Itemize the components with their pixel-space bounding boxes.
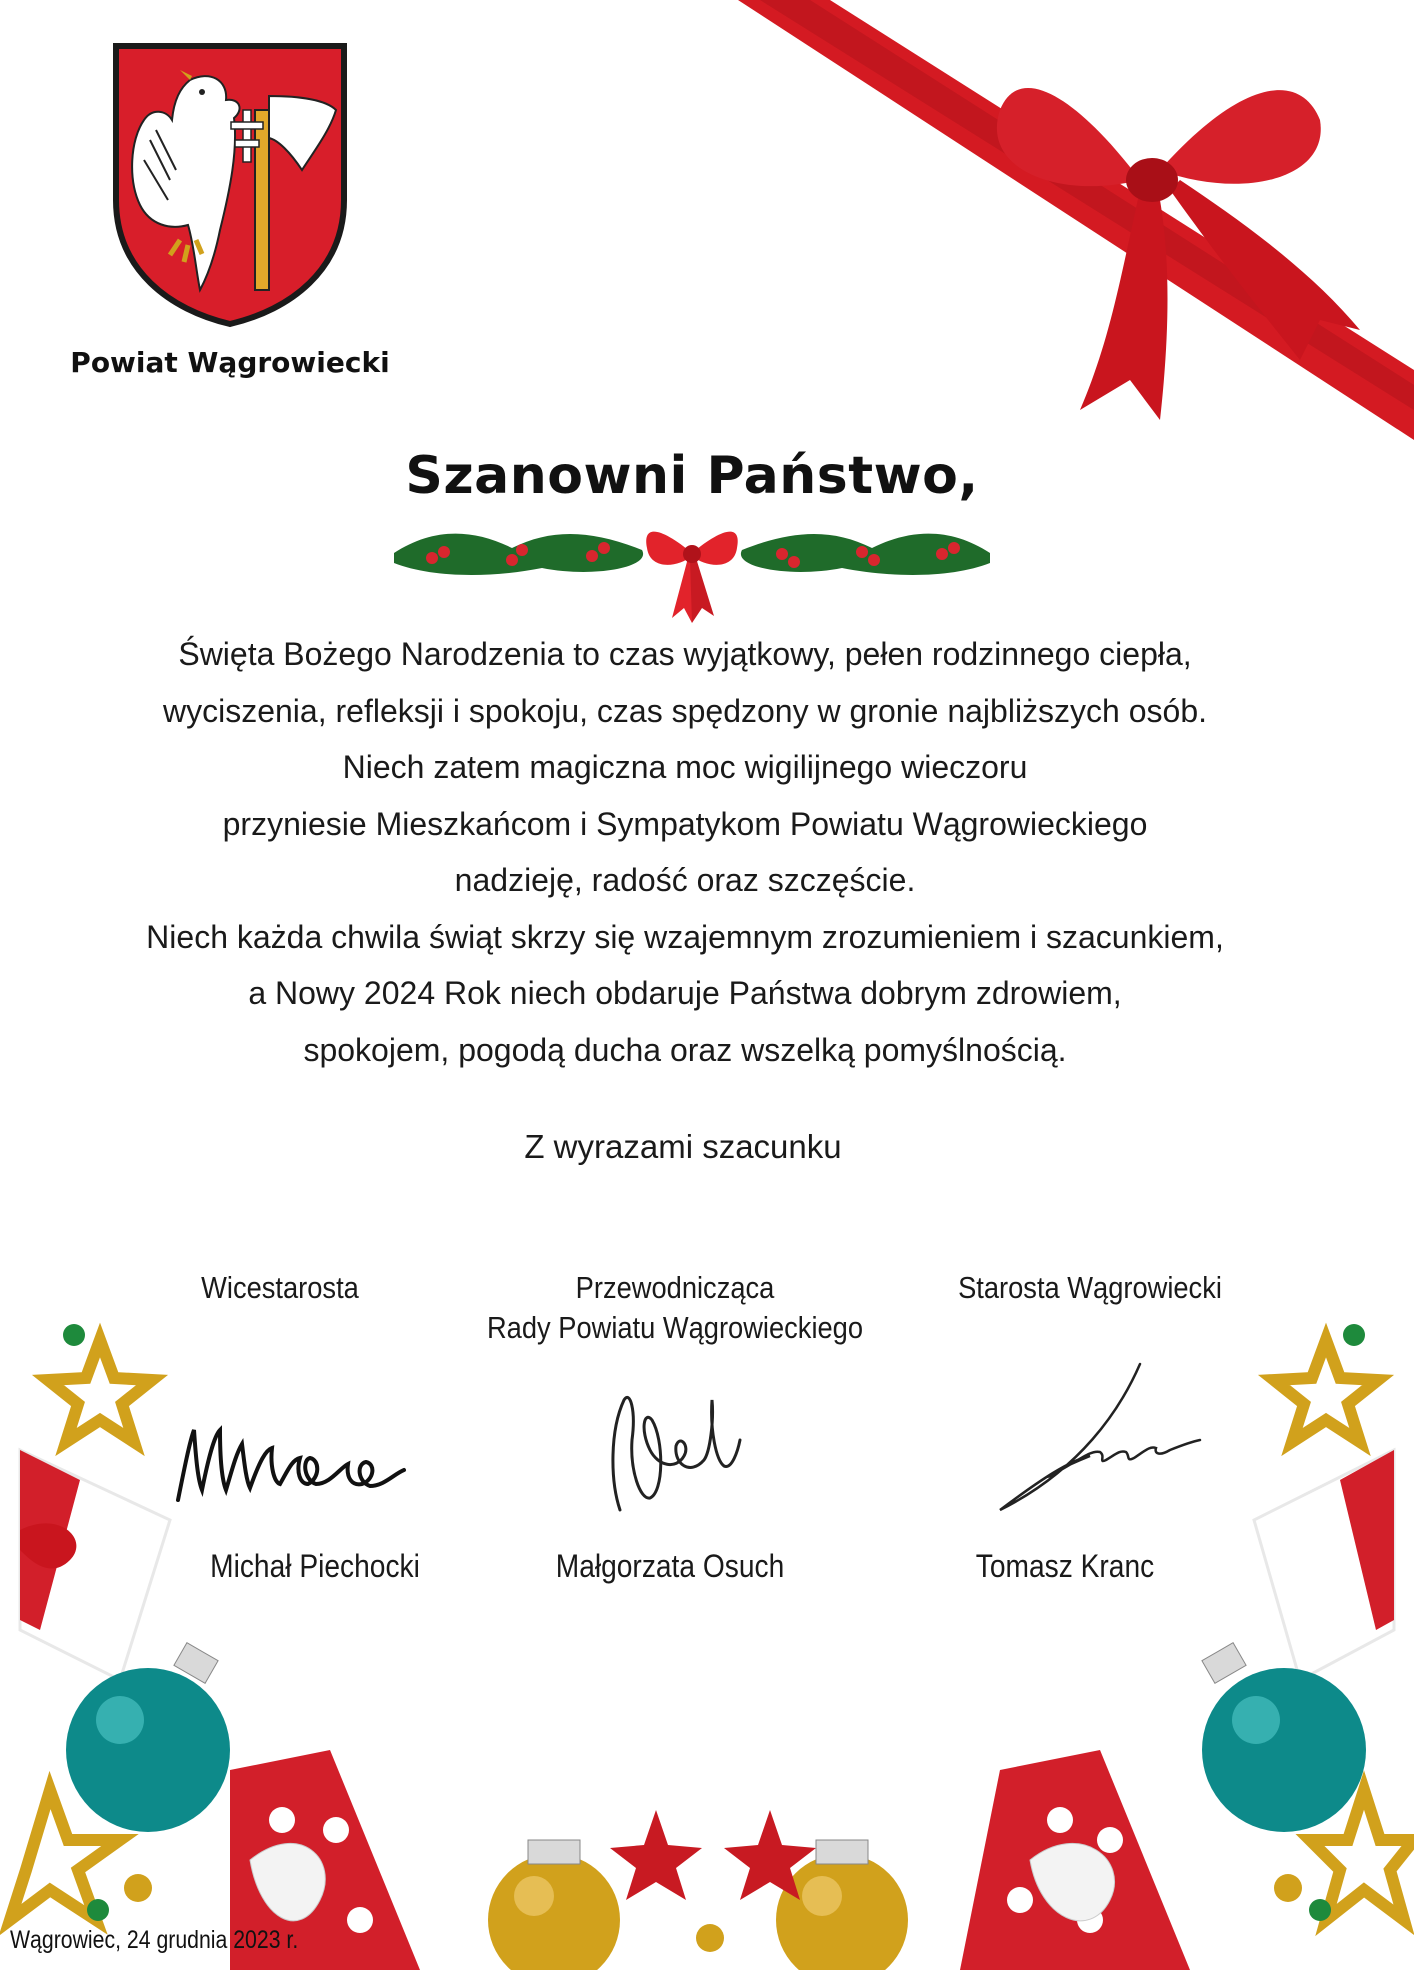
body-line: przyniesie Mieszkańcom i Sympatykom Powiatu Wągrowieckiego — [222, 805, 1148, 842]
signature-osuch-icon — [580, 1380, 750, 1520]
ribbon-bow-icon — [720, 0, 1414, 460]
title-line: Starosta Wągrowiecki — [958, 1270, 1222, 1305]
body-line: Niech każda chwila świąt skrzy się wzajemnym zrozumieniem i szacunkiem, — [146, 918, 1224, 955]
title-line: Rady Powiatu Wągrowieckiego — [486, 1310, 864, 1345]
body-line: a Nowy 2024 Rok niech obdaruje Państwa dobrym zdrowiem, — [248, 975, 1122, 1011]
coat-of-arms-icon — [110, 40, 350, 330]
title-line: Przewodnicząca — [575, 1270, 775, 1305]
organization-name: Powiat Wągrowiecki — [70, 346, 390, 379]
body-line: Święta Bożego Narodzenia to czas wyjątkowy, pełen rodzinnego ciepła, — [178, 636, 1192, 672]
signatory-title-council-chair — [468, 1268, 882, 1348]
signatory-title-vice-starost — [157, 1268, 403, 1308]
body-line: spokojem, pogodą ducha oraz wszelką pomyślnością. — [303, 1031, 1067, 1068]
body-line: nadzieję, radość oraz szczęście. — [454, 862, 916, 898]
place-date: Wągrowiec, 24 grudnia 2023 r. — [10, 1926, 299, 1954]
signature-kranc-icon — [980, 1360, 1210, 1520]
signatory-name: Michał Piechocki — [210, 1548, 420, 1584]
holly-garland-icon — [392, 508, 992, 628]
signatory-name: Małgorzata Osuch — [555, 1548, 785, 1584]
title-line: Wicestarosta — [201, 1270, 359, 1305]
body-line: Niech zatem magiczna moc wigilijnego wieczoru — [342, 749, 1028, 785]
body-line: wyciszenia, refleksji i spokoju, czas spędzony w gronie najbliższych osób. — [162, 692, 1208, 729]
signature-piechocki-icon — [170, 1400, 430, 1520]
signatory-name: Tomasz Kranc — [975, 1548, 1155, 1584]
letter-closing: Z wyrazami szacunku — [524, 1128, 842, 1165]
letter-heading: Szanowni Państwo, — [405, 446, 979, 506]
letter-body — [100, 626, 1270, 1078]
signatory-title-starost — [940, 1268, 1239, 1308]
